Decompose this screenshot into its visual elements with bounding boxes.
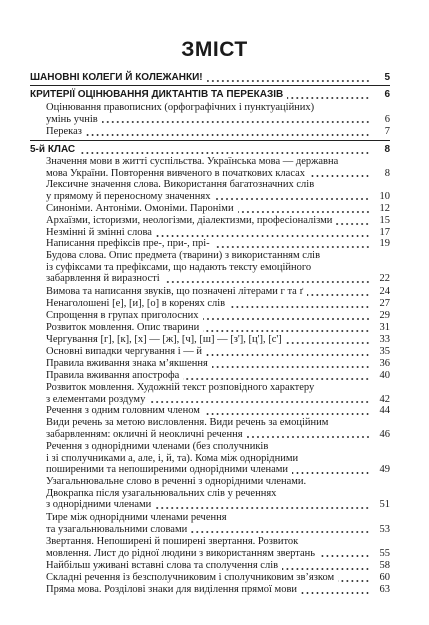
toc-entry-title-line: Значення мови в житті суспільства. Українська мова — державна xyxy=(46,156,339,167)
toc-entry-title-line: та узагальнювальними словами xyxy=(46,523,188,535)
dot-leader xyxy=(286,342,370,344)
toc-entry-title-line: Чергування [г], [к], [х] — [ж], [ч], [ш] — [з'], [ц'], [с'] xyxy=(46,334,282,345)
toc-entry-page-number: 35 xyxy=(379,346,390,357)
toc-entry-page-number: 36 xyxy=(379,358,390,369)
dot-leader xyxy=(229,306,370,308)
dot-leader xyxy=(207,80,370,82)
toc-entry-title-line: Архаїзми, історизми, неологізми, діалектизми, професіоналізми xyxy=(46,215,333,226)
toc-entry[interactable] xyxy=(46,441,390,476)
toc-entry[interactable] xyxy=(46,382,390,405)
toc-entry-title-line: Складні речення із безсполучниковим і сполучниковим зв’язком xyxy=(46,572,335,583)
toc-entry[interactable] xyxy=(46,584,390,596)
dot-leader xyxy=(191,531,370,533)
dot-leader xyxy=(156,235,370,237)
toc-entry-page-number: 17 xyxy=(379,227,390,238)
toc-entry[interactable] xyxy=(46,572,390,584)
toc-entry-page-number: 42 xyxy=(379,393,390,405)
toc-entry-title-line: Тире між однорідними членами речення xyxy=(46,512,227,523)
toc-entry-page-number: 49 xyxy=(379,464,390,475)
toc-entry-page-number: 46 xyxy=(379,428,390,440)
toc-entry[interactable] xyxy=(46,227,390,239)
toc-entry-title-line: ШАНОВНІ КОЛЕГИ Й КОЛЕЖАНКИ! xyxy=(30,72,203,83)
toc-entry-title-line: Правила вживання апострофа xyxy=(46,370,180,381)
toc-entry-title-line: КРИТЕРІЇ ОЦІНЮВАННЯ ДИКТАНТІВ ТА ПЕРЕКАЗІВ xyxy=(30,89,284,100)
toc-entry[interactable] xyxy=(46,346,390,358)
toc-entry[interactable] xyxy=(46,102,390,125)
toc-entry-title-line: Двокрапка після узагальнювальних слів у реченнях xyxy=(46,487,277,499)
toc-entry[interactable] xyxy=(46,560,390,572)
toc-entry-page-number: 19 xyxy=(379,238,390,249)
dot-leader xyxy=(247,436,370,438)
dot-leader xyxy=(155,507,370,509)
toc-entry[interactable] xyxy=(46,286,390,298)
toc-entry-title-line: Пряма мова. Розділові знаки для виділення прямої мови xyxy=(46,584,298,595)
toc-entry-title-line: Вимова та написання звуків, що позначені літерами г та ґ xyxy=(46,286,304,297)
toc-entry-page-number: 63 xyxy=(379,584,390,595)
dot-leader xyxy=(206,354,370,356)
toc-entry[interactable] xyxy=(46,536,390,559)
dot-leader xyxy=(102,121,370,123)
toc-entry-page-number: 31 xyxy=(379,322,390,333)
toc-entry-title-line: з елементами роздуму xyxy=(46,393,146,405)
toc-entry[interactable] xyxy=(46,405,390,417)
toc-entry[interactable] xyxy=(30,89,390,101)
toc-entry-title-line: 5-й КЛАС xyxy=(30,144,76,155)
dot-leader xyxy=(86,134,370,136)
toc-entry[interactable] xyxy=(46,358,390,370)
toc-entry-page-number: 7 xyxy=(384,126,390,137)
toc-entry[interactable] xyxy=(46,179,390,202)
toc-entry-page-number: 51 xyxy=(379,499,390,510)
toc-entry[interactable] xyxy=(46,203,390,215)
toc-entry-page-number: 8 xyxy=(384,167,390,179)
toc-entry-title-line: і зі сполучниками а, але, і, й, та). Кома між однорідними xyxy=(46,452,299,464)
toc-entry[interactable] xyxy=(46,156,390,179)
toc-entry[interactable] xyxy=(46,512,390,535)
toc-entry-title-line: забарвлення й виразності xyxy=(46,273,160,284)
toc-entry-page-number: 27 xyxy=(379,298,390,309)
toc-entry-title-line: Лексичне значення слова. Використання багатозначних слів xyxy=(46,179,315,190)
toc-entry-title-line: Узагальнювальне слово в реченні з однорідними членами. xyxy=(46,476,307,487)
toc-entry-title-line: Речення з однорідними членами (без сполучників xyxy=(46,441,269,452)
toc-entry-page-number: 24 xyxy=(379,286,390,297)
toc-entry[interactable] xyxy=(46,298,390,310)
toc-entry[interactable] xyxy=(46,126,390,138)
dot-leader xyxy=(203,330,370,332)
toc-entry-title-line: Ненаголошені [е], [и], [о] в коренях слів xyxy=(46,298,226,309)
dot-leader xyxy=(319,555,370,557)
toc-entry[interactable] xyxy=(46,250,390,285)
toc-entry-page-number: 44 xyxy=(379,405,390,416)
toc-entry-page-number: 55 xyxy=(379,547,390,559)
dot-leader xyxy=(183,378,370,380)
dot-leader xyxy=(282,568,370,570)
toc-entry[interactable] xyxy=(30,72,390,84)
dot-leader xyxy=(204,413,370,415)
toc-entry-page-number: 12 xyxy=(379,203,390,214)
toc-entry-title-line: із суфіксами та префіксами, що надають тексту емоційного xyxy=(46,261,312,273)
dot-leader xyxy=(287,97,370,99)
toc-entry-page-number: 6 xyxy=(384,113,390,125)
toc-entry-title-line: Будова слова. Опис предмета (тварини) з використанням слів xyxy=(46,250,321,261)
dot-leader xyxy=(292,472,370,474)
toc-entry-title-line: Оцінювання правописних (орфографічних і пунктуаційних) xyxy=(46,102,315,113)
toc-entry-page-number: 29 xyxy=(379,310,390,321)
divider xyxy=(30,140,390,141)
toc-entry[interactable] xyxy=(30,144,390,156)
toc-entry-title-line: Основні випадки чергування і — й xyxy=(46,346,202,357)
toc-entry-title-line: умінь учнів xyxy=(46,113,98,125)
toc-entry-page-number: 60 xyxy=(379,572,390,583)
toc-entry-title-line: Спрощення в групах приголосних xyxy=(46,310,199,321)
toc-entry-title-line: Розвиток мовлення. Опис тварини xyxy=(46,322,200,333)
toc-entry[interactable] xyxy=(46,310,390,322)
toc-entry-title-line: забарвленням: окличні й неокличні речення xyxy=(46,428,243,440)
dot-leader xyxy=(164,281,370,283)
toc-entry-title-line: у прямому й переносному значеннях xyxy=(46,190,211,202)
toc-entry-page-number: 40 xyxy=(379,370,390,381)
toc-entry[interactable] xyxy=(46,476,390,511)
dot-leader xyxy=(214,198,370,200)
toc-entry-page-number: 15 xyxy=(379,215,390,226)
toc-entry-title-line: Речення з одним головним членом xyxy=(46,405,200,416)
dot-leader xyxy=(301,592,370,594)
toc-entry[interactable] xyxy=(46,238,390,250)
toc-entry-page-number: 58 xyxy=(379,560,390,571)
toc-entry-page-number: 33 xyxy=(379,334,390,345)
toc-entry-title-line: Незмінні й змінні слова xyxy=(46,227,152,238)
divider xyxy=(30,85,390,86)
toc-entry-title-line: поширеними та непоширеними однорідними членами xyxy=(46,464,289,475)
toc-entry-page-number: 53 xyxy=(379,523,390,535)
toc-entry-title-line: з однорідними членами xyxy=(46,499,152,510)
toc-entry[interactable] xyxy=(46,334,390,346)
toc-entry-title-line: Види речень за метою висловлення. Види речень за емоційним xyxy=(46,417,329,428)
dot-leader xyxy=(309,175,370,177)
toc-entry-title-line: мовлення. Лист до рідної людини з використанням звертань xyxy=(46,547,316,559)
toc-entry[interactable] xyxy=(46,322,390,334)
toc-entry-title-line: Найбільш уживані вставні слова та сполучення слів xyxy=(46,560,279,571)
toc-entry-page-number: 10 xyxy=(379,190,390,202)
toc-entry-title-line: Правила вживання знака м’якшення xyxy=(46,358,208,369)
toc-entry-title-line: Звертання. Непоширені й поширені звертання. Розвиток xyxy=(46,536,299,547)
toc-entry-page-number: 5 xyxy=(384,72,390,83)
page-title: ЗМІСТ xyxy=(181,38,248,61)
toc-entry[interactable] xyxy=(46,417,390,440)
dot-leader xyxy=(338,580,370,582)
toc-entry-page-number: 8 xyxy=(384,144,390,155)
toc-entry-title-line: Переказ xyxy=(46,126,82,137)
toc-entry-title-line: Написання префіксів пре-, при-, прі- xyxy=(46,238,210,249)
toc-entry[interactable] xyxy=(46,370,390,382)
dot-leader xyxy=(307,294,370,296)
toc-entry-title-line: Розвиток мовлення. Художній текст розповідного характеру xyxy=(46,382,315,393)
toc-entry[interactable] xyxy=(46,215,390,227)
toc-entry-page-number: 6 xyxy=(384,89,390,100)
dot-leader xyxy=(214,246,370,248)
dot-leader xyxy=(336,223,370,225)
toc-entry-title-line: мова України. Повторення вивченого в початкових класах xyxy=(46,167,306,179)
dot-leader xyxy=(212,366,370,368)
dot-leader xyxy=(238,211,370,213)
toc-entry-title-line: Синоніми. Антоніми. Омоніми. Пароніми xyxy=(46,203,234,214)
dot-leader xyxy=(203,318,370,320)
toc-entry-page-number: 22 xyxy=(379,273,390,284)
dot-leader xyxy=(149,401,370,403)
dot-leader xyxy=(79,152,370,154)
